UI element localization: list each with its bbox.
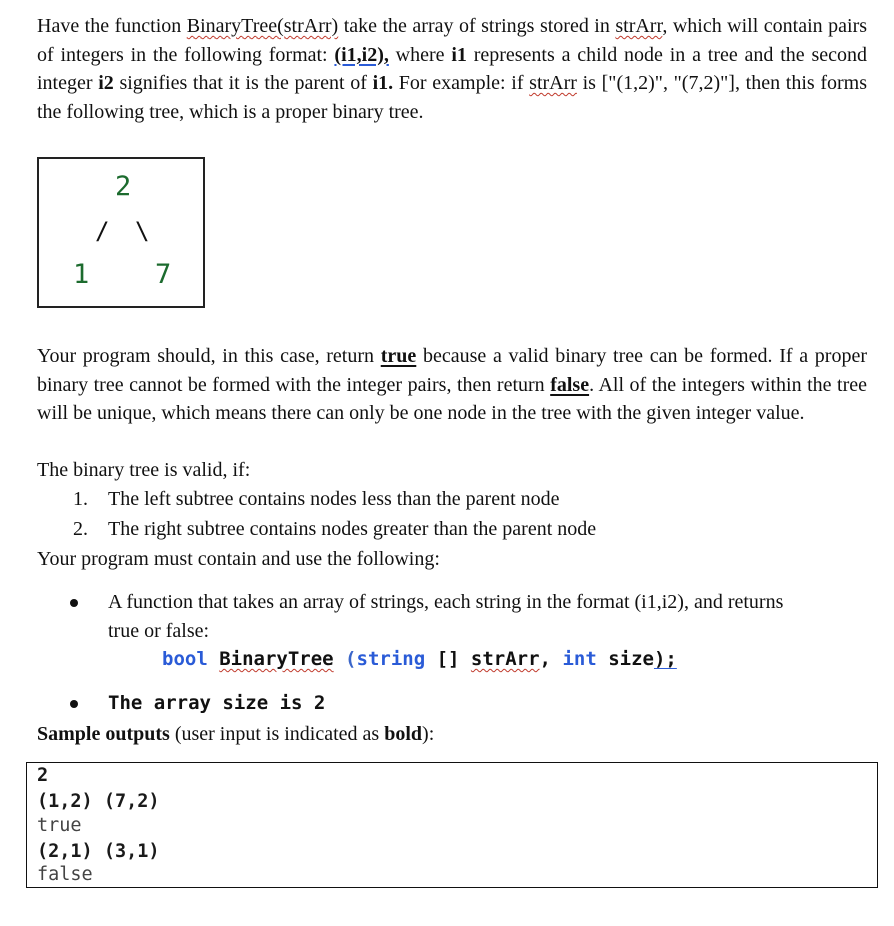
param-type: int — [562, 648, 597, 670]
intro-text: For example: if — [393, 72, 530, 94]
bullet-line: A function that takes an array of strings, each string in the format (i1,i2), and returns — [108, 591, 784, 613]
rule-text: The left subtree contains nodes less than the parent node — [108, 488, 560, 510]
sample-input-line: (1,2) (7,2) — [37, 791, 160, 812]
tree-diagram — [39, 159, 207, 310]
intro-paragraph — [37, 12, 867, 126]
bullet-dot — [70, 599, 78, 607]
intro-text: is ["(1,2)", "(7,2)"], then this forms the following tree, which is a proper binary tree. — [37, 72, 867, 123]
intro-text: represents a child node in a tree and the second integer — [37, 43, 867, 94]
sample-heading-bold: Sample outputs — [37, 723, 170, 745]
rule-text: The right subtree contains nodes greater than the parent node — [108, 518, 597, 540]
i1-label: i1. — [372, 72, 394, 94]
false-keyword: false — [550, 373, 590, 396]
bullet-text — [108, 591, 783, 614]
explanation-paragraph — [37, 342, 867, 428]
signature-punct: [] — [425, 648, 471, 670]
signature-function-name: BinaryTree — [219, 648, 334, 670]
sample-heading-bold: bold — [384, 723, 423, 745]
rule-number: 1. — [73, 488, 88, 510]
signature-punct: ); — [653, 648, 677, 670]
signature-punct: ( — [333, 648, 357, 670]
true-keyword: true — [380, 345, 417, 367]
tree-right-edge: \ — [135, 217, 150, 245]
i1-label: i1 — [451, 43, 467, 66]
explanation-text: Your program should, in this case, return — [37, 345, 381, 367]
tree-right-node: 7 — [155, 259, 172, 290]
tree-root-node: 2 — [115, 171, 132, 202]
intro-text: Have the function — [37, 15, 187, 37]
return-type: bool — [162, 648, 208, 670]
sample-heading-text: (user input is indicated as — [169, 723, 385, 745]
signature-param: size — [596, 648, 654, 670]
tree-left-edge: / — [95, 217, 110, 245]
tree-figure — [37, 157, 205, 308]
intro-text: , which will contain pairs of integers in the following format: — [37, 15, 868, 66]
i2-label: i2 — [98, 72, 114, 94]
format-spec: (i1,i2), — [334, 43, 389, 66]
sample-heading-text: ): — [422, 723, 435, 745]
sample-output-box — [26, 762, 878, 888]
requirements-heading: Your program must contain and use the following: — [37, 548, 440, 570]
tree-left-node: 1 — [73, 259, 90, 290]
rule-number: 2. — [73, 518, 88, 540]
function-signature — [162, 648, 677, 670]
sample-output-line: true — [37, 815, 82, 836]
param-name: strArr — [529, 72, 577, 94]
param-name: strArr — [615, 15, 663, 37]
explanation-text: . All of the integers within the tree will be unique, which means there can only be one node in the tree with the given integer value. — [37, 373, 868, 424]
valid-heading: The binary tree is valid, if: — [37, 459, 251, 481]
signature-param: strArr — [470, 648, 540, 670]
param-type: string — [356, 648, 426, 670]
sample-input-line: (2,1) (3,1) — [37, 841, 160, 862]
bullet-dot — [70, 700, 78, 708]
signature-punct: , — [539, 648, 563, 670]
bullet-text-cont: true or false: — [108, 620, 210, 642]
intro-text: where — [388, 43, 452, 66]
sample-input-line: 2 — [37, 765, 49, 786]
explanation-text: because a valid binary tree can be formed. If a proper binary tree cannot be formed with the integer pairs, then return — [37, 345, 867, 396]
intro-text: signifies that it is the parent of — [113, 72, 373, 94]
array-size-note: The array size is 2 — [108, 692, 326, 714]
sample-heading — [37, 723, 434, 746]
intro-text: take the array of strings stored in — [338, 15, 616, 37]
function-name: BinaryTree(strArr) — [186, 15, 339, 37]
sample-output-line: false — [37, 864, 93, 885]
